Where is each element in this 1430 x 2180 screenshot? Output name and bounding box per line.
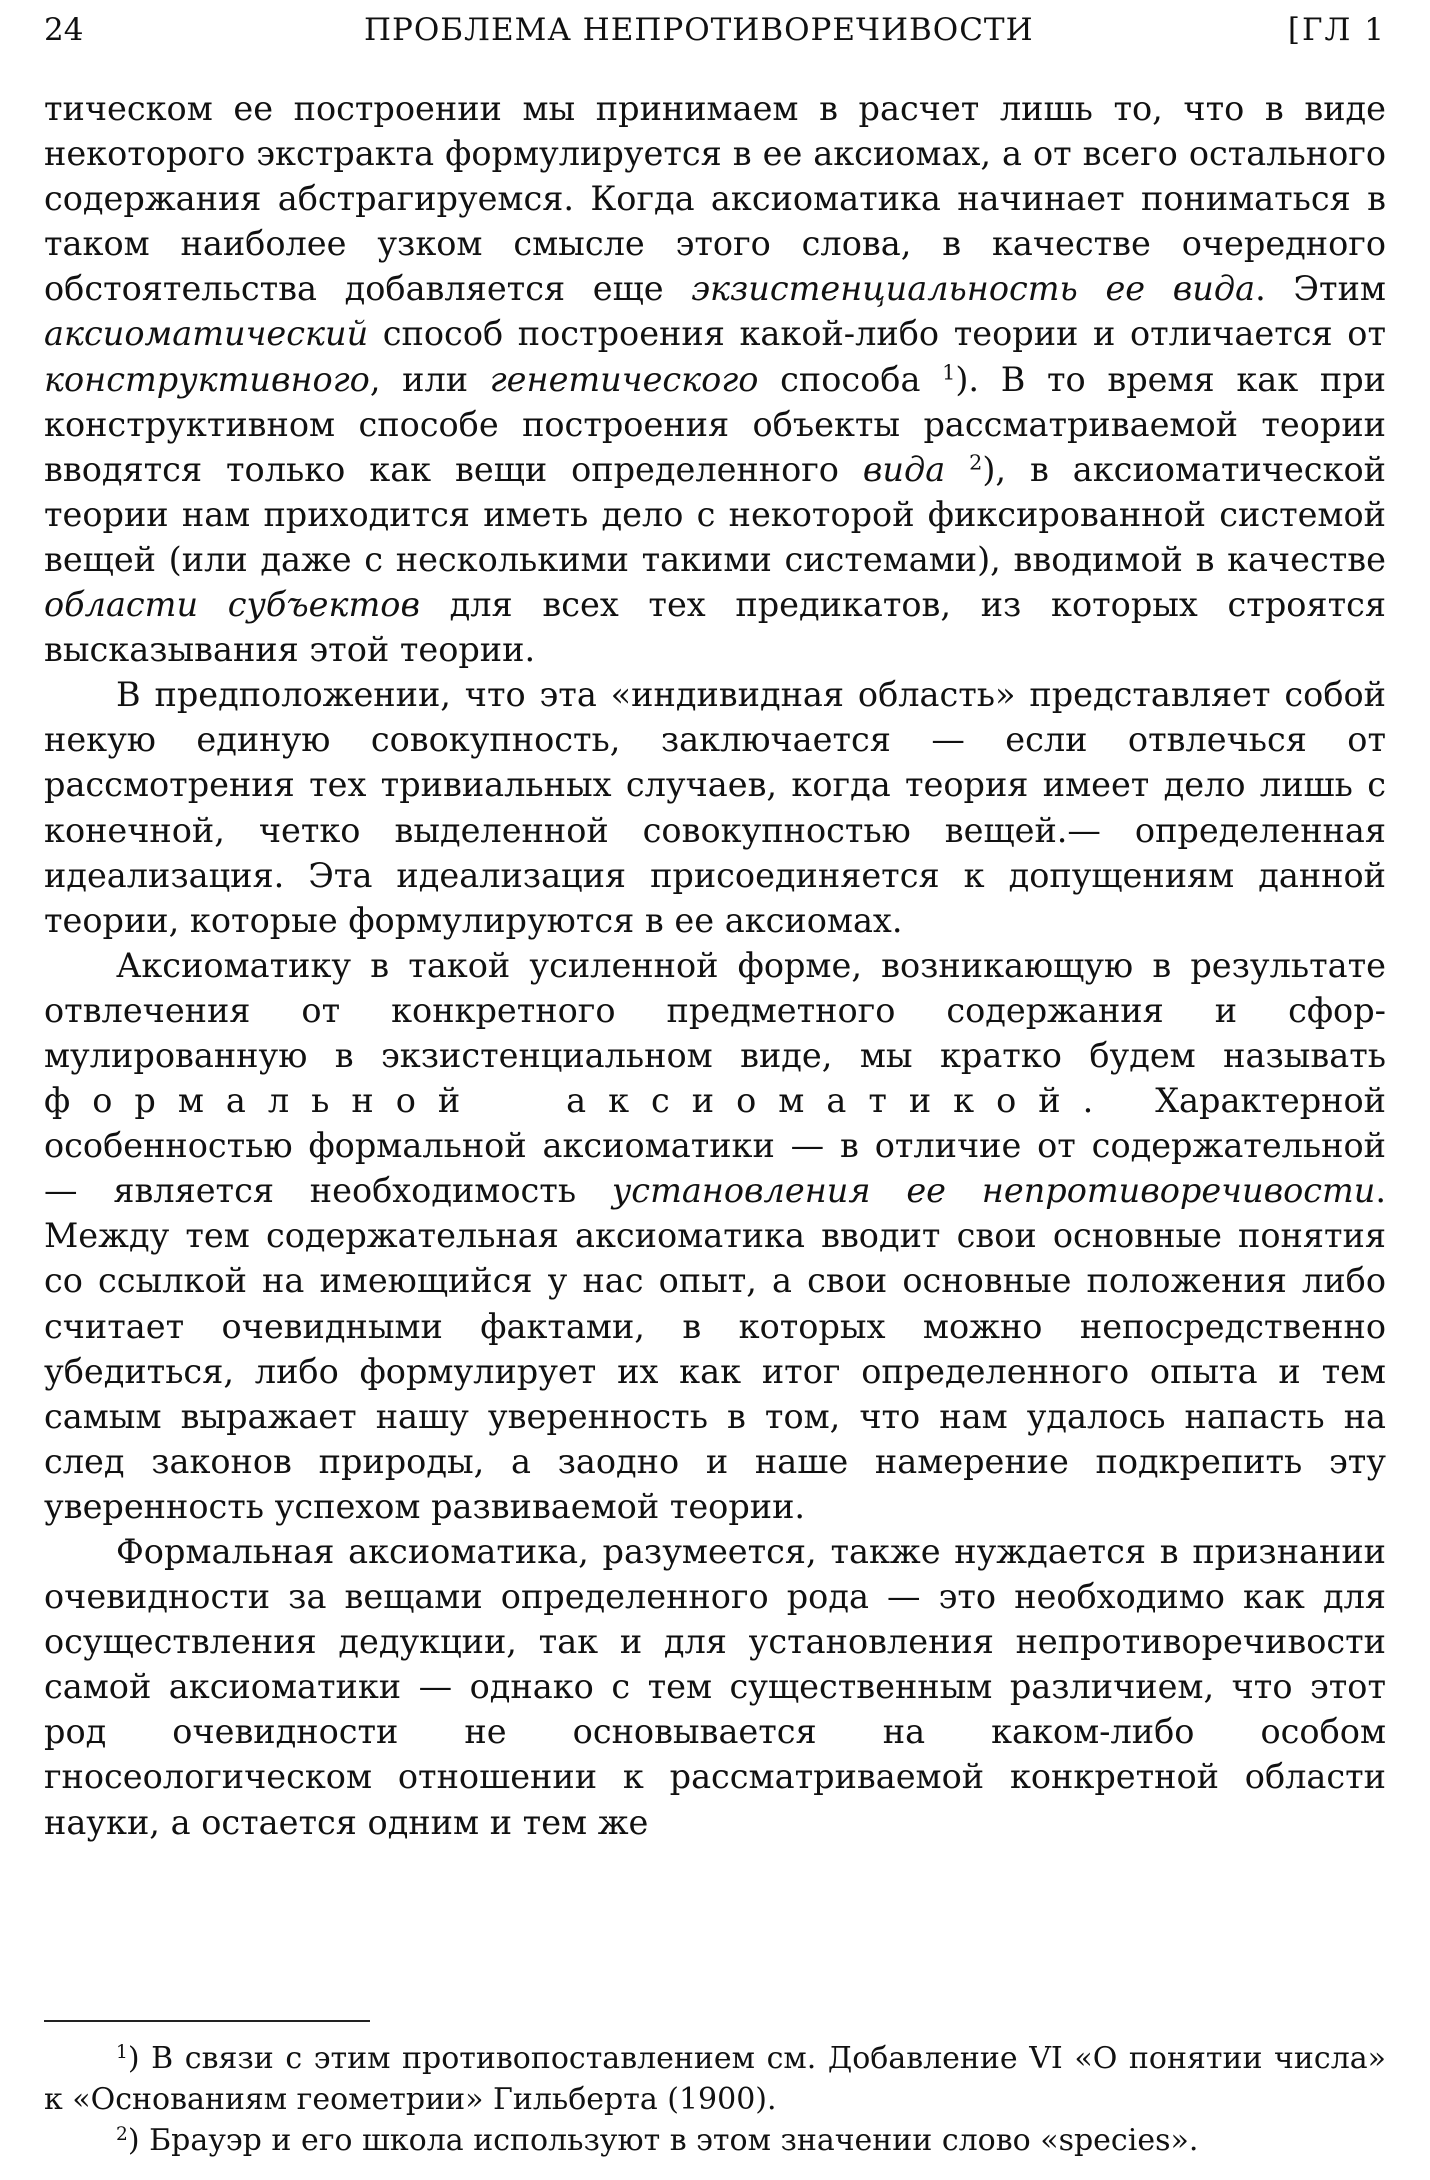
footnote-text: ) В связи с этим противопоставлением см. Добавление VI «О понятии числа» к «Основаниям геометрии» Гильберта (1900). (44, 2041, 1386, 2117)
emphasis: установления ее непротиворечивости (611, 1171, 1376, 1211)
text-run: . Этим (1255, 269, 1386, 309)
emphasis: аксиоматический (44, 314, 369, 354)
paragraph-1 (44, 86, 1386, 672)
spaced-term: формальной аксиоматикой (44, 1081, 1083, 1121)
running-header (44, 10, 1386, 50)
text-run: для всех тех предикатов, из которых строятся высказывания этой теории. (44, 585, 1386, 670)
page-number: 24 (44, 12, 84, 48)
chapter-marker: [ГЛ 1 (1287, 12, 1386, 48)
emphasis: вида (862, 449, 946, 489)
text-run: способа (758, 359, 943, 399)
footnote-divider (44, 2020, 370, 2022)
footnote-mark-1: 1 (116, 2041, 128, 2063)
footnote-mark-2: 2 (116, 2123, 128, 2145)
emphasis: области субъектов (44, 585, 420, 625)
footnote-ref-1[interactable]: 1 (942, 360, 956, 385)
emphasis: генетического (489, 359, 759, 399)
footnote-ref-2[interactable]: 2 (969, 450, 983, 475)
text-run: ), в аксиоматической теории нам приходится иметь дело с некоторой фиксированной системой вещей (или даже с несколькими такими системами), вводимой в качестве (44, 449, 1386, 579)
text-run: , или (369, 359, 490, 399)
paragraph-3 (44, 943, 1386, 1529)
paragraph-4: Формальная аксиоматика, разумеется, также нуждается в признании очевидности за вещами определенного рода — это необходимо как для осуществления дедукции, так и для установления непротиворечивости самой аксиоматики — однако с тем существенным различием, что этот род очевидности не основывается на каком-либо особом гносеологическом отношении к рассматриваемой конкретной области науки, а остается одним и тем же (44, 1532, 1386, 1842)
emphasis: конструктивного (44, 359, 370, 399)
text-run: . Характерной особенностью формальной аксиоматики — в отличие от содержательной — является необходимость (44, 1081, 1386, 1211)
footnote-1 (44, 2038, 1386, 2120)
paragraph-2: В предположении, что эта «индивидная область» представляет собой некую единую совокупность, заключается — если отвлечься от рассмотрения тех тривиальных случаев, когда теория имеет дело лишь с конечной, четко выделенной совокупностью вещей.— определенная идеализация. Эта идеализация присоединяется к допущениям данной теории, которые формулируются в ее аксиомах. (44, 675, 1386, 940)
running-title: ПРОБЛЕМА НЕПРОТИВОРЕЧИВОСТИ (364, 12, 1034, 48)
footnote-text: ) Брауэр и его школа используют в этом значении слово «species». (127, 2123, 1199, 2158)
main-text (44, 86, 1386, 1845)
footnote-2 (44, 2120, 1386, 2161)
footnotes (44, 2038, 1386, 2161)
text-run: ). В то время как при конструктивном способе построения объекты рассматриваемой теории вводятся только как вещи определенного (44, 359, 1386, 489)
text-run: тическом ее построении мы принимаем в расчет лишь то, что в виде некоторого экстракта формулируется в ее аксиомах, а от всего остального содержания абстрагируемся. Когда аксиоматика начинает пониматься в таком наиболее узком смысле этого слова, в качестве очередного обстоятельства добавляется еще (44, 89, 1386, 309)
text-run: способ построения какой-либо теории и отличается от (368, 314, 1386, 354)
emphasis: экзистенциальность ее вида (691, 269, 1256, 309)
text-run: Аксиоматику в такой усиленной форме, возникающую в результате отвлечения от конкретного предметного содержания и сформулированную в экзистенциальном виде, мы кратко будем называть (44, 945, 1386, 1075)
text-run: . Между тем содержательная аксиоматика вводит свои основные понятия со ссылкой на имеющийся у нас опыт, а свои основные положения либо считает очевидными фактами, в которых можно непосредственно убедиться, либо формулирует их как итог определенного опыта и тем самым выражает нашу уверенность в том, что нам удалось напасть на след законов природы, а заодно и наше намерение подкрепить эту уверенность успехом развиваемой теории. (44, 1171, 1386, 1526)
